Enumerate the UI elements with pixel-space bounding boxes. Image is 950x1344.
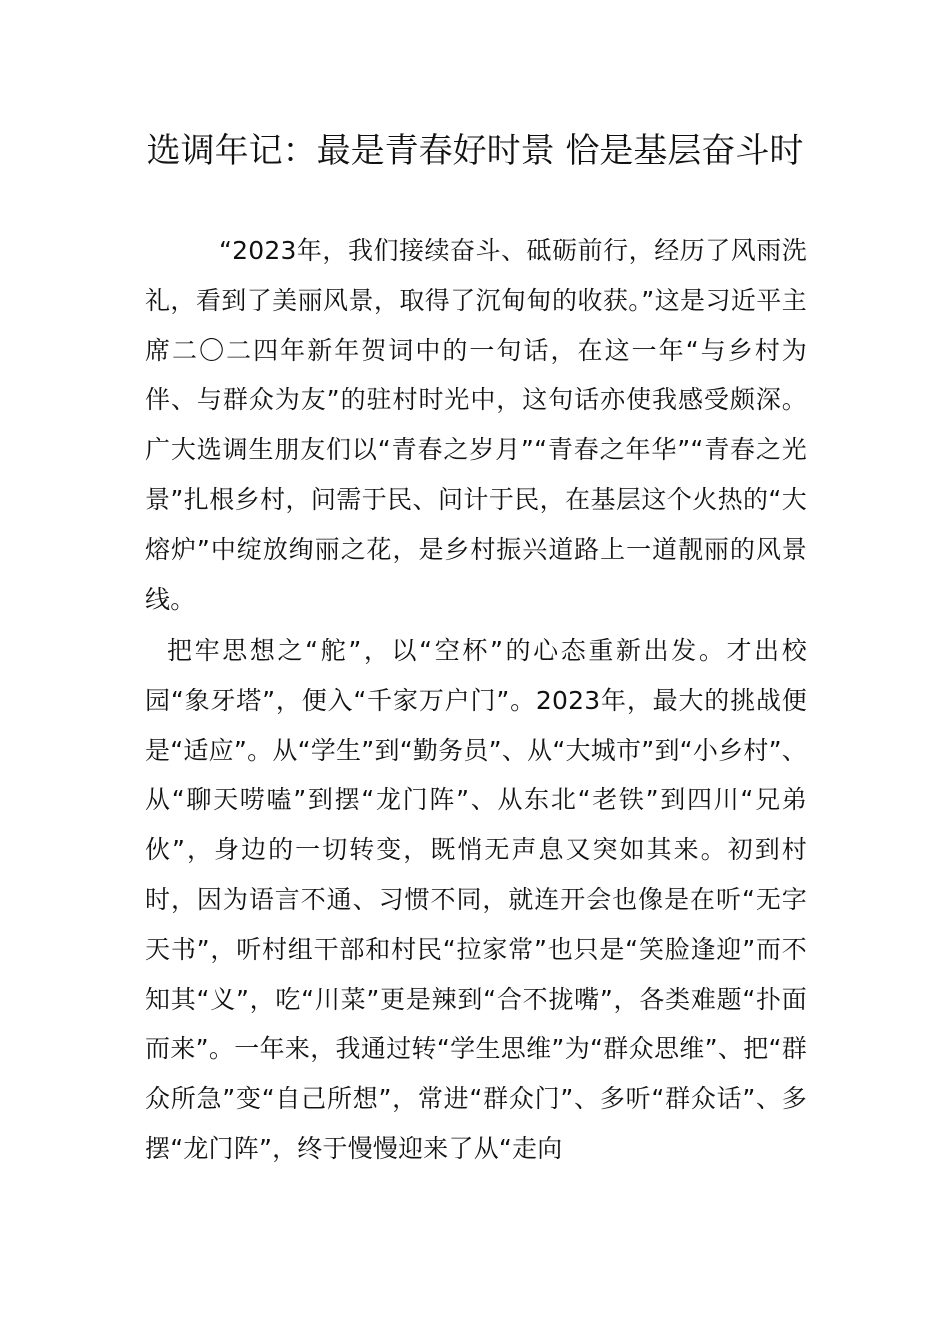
paragraph-new-year-quote: “2023年，我们接续奋斗、砥砺前行，经历了风雨洗礼，看到了美丽风景，取得了沉甸甸的收获。”这是习近平主席二〇二四年新年贺词中的一句话，在这一年“与乡村为伴、与群众为友”的驻村时光中，这句话亦使我感受颇深。广大选调生朋友们以“青春之岁月”“青春之年华”“青春之光景”扎根乡村，问需于民、问计于民，在基层这个火热的“大熔炉”中绽放绚丽之花，是乡村振兴道路上一道靓丽的风景线。	[145, 236, 807, 614]
document-title: 选调年记：最是青春好时景 恰是基层奋斗时	[146, 131, 804, 171]
paragraph-mindset: 把牢思想之“舵”，以“空杯”的心态重新出发。才出校园“象牙塔”，便入“千家万户门”。2023年，最大的挑战便是“适应”。从“学生”到“勤务员”、从“大城市”到“小乡村”、从“聊天唠嗑”到摆“龙门阵”、从东北“老铁”到四川“兄弟伙”，身边的一切转变，既悄无声息又突如其来。初到村时，因为语言不通、习惯不同，就连开会也像是在听“无字天书”，听村组干部和村民“拉家常”也只是“笑脸逢迎”而不知其“义”，吃“川菜”更是辣到“合不拢嘴”，各类难题“扑面而来”。一年来，我通过转“学生思维”为“群众思维”、把“群众所急”变“自己所想”，常进“群众门”、多听“群众话”、多摆“龙门阵”，终于慢慢迎来了从“走向	[145, 636, 807, 1163]
